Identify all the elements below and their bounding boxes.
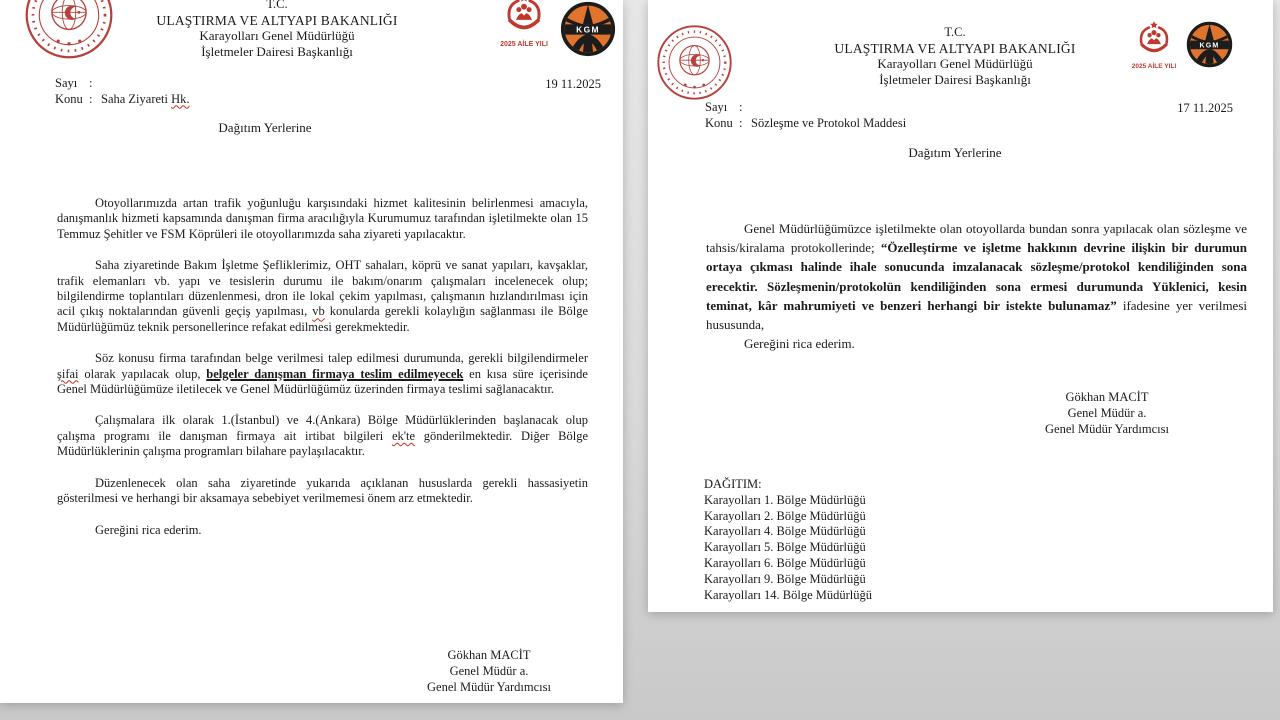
letter-body	[706, 219, 1247, 350]
recipient-line: Dağıtım Yerlerine	[218, 120, 312, 135]
header-department: İşletmeler Dairesi Başkanlığı	[201, 43, 353, 59]
recipient-line: Dağıtım Yerlerine	[908, 145, 1002, 160]
header-tc: T.C.	[944, 25, 966, 39]
konu-colon: :	[739, 115, 743, 130]
paragraph: Saha ziyaretinde Bakım İşletme Şefliklerimiz, OHT sahaları, köprü ve sanat yapıları, kavşaklar, trafik elemanları vb. yapı ve tesislerin durumu ile bakım/onarım çalışmaları incelenecek olup; bilgilendirme toplantıları düzenlenmesi, dron ile lokal çekim yapılması, çalışmanın hızlandırılması için acil çıkış noktalarından güvenli geçiş yapılması, vb konularda gerekli kolaylığın sağlanması ile Bölge Müdürlüğümüz teknik personellerince refakat edilmesi gerekmektedir.	[57, 258, 588, 334]
letter-meta	[705, 100, 906, 131]
header-general-directorate: Karayolları Genel Müdürlüğü	[877, 56, 1033, 71]
sayi-label: Sayı	[705, 100, 728, 114]
closing-line: Gereğini rica ederim.	[95, 522, 202, 537]
closing-line: Gereğini rica ederim.	[744, 336, 855, 351]
sayi-colon: :	[739, 100, 743, 114]
kgm-logo-icon	[560, 1, 616, 57]
distribution-label: DAĞITIM:	[704, 477, 762, 491]
kgm-logo-text: KGM	[1199, 42, 1220, 50]
letter-page-right	[648, 0, 1273, 612]
signature-title: Genel Müdür a.	[1067, 405, 1147, 420]
signature-title: Genel Müdür Yardımcısı	[1045, 421, 1169, 436]
aile-yili-logo-text: 2025 AİLE YILI	[500, 41, 548, 48]
meta-sayi-row	[705, 100, 906, 116]
header-general-directorate: Karayolları Genel Müdürlüğü	[199, 28, 355, 43]
signature-block	[1026, 390, 1188, 437]
letter-header	[796, 25, 1114, 87]
letter-date: 17 11.2025	[1177, 101, 1233, 115]
distribution-item: Karayolları 1. Bölge Müdürlüğü	[704, 492, 866, 507]
paragraph: Düzenlenecek olan saha ziyaretinde yukarıda açıklanan hususlarda gerekli hassasiyetin gösterilmesi ve herhangi bir aksamaya sebebiyet verilmemesi önem arz etmektedir.	[57, 475, 588, 506]
konu-colon: :	[89, 91, 93, 106]
aile-yili-2025-logo	[492, 0, 556, 48]
distribution-item: Karayolları 6. Bölge Müdürlüğü	[704, 555, 866, 570]
paragraph: Çalışmalara ilk olarak 1.(İstanbul) ve 4.(Ankara) Bölge Müdürlüklerinden başlanacak olup çalışma programı ile danışman firmaya ait irtibat bilgileri ek'te gönderilmektedir. Diğer Bölge Müdürlüklerinin çalışma programları bilahare paylaşılacaktır.	[57, 413, 589, 459]
kgm-logo-text: KGM	[576, 24, 600, 35]
distribution-item: Karayolları 9. Bölge Müdürlüğü	[704, 571, 866, 586]
aile-yili-logo-icon	[1134, 20, 1174, 58]
distribution-item: Karayolları 14. Bölge Müdürlüğü	[704, 587, 873, 602]
signature-name: Gökhan MACİT	[1065, 390, 1149, 404]
konu-value: Saha Ziyareti Hk.	[101, 91, 190, 106]
distribution-item: Karayolları 4. Bölge Müdürlüğü	[704, 524, 866, 539]
meta-sayi-row	[55, 76, 190, 92]
aile-yili-logo-text: 2025 AİLE YILI	[1131, 63, 1177, 70]
header-ministry: ULAŞTIRMA VE ALTYAPI BAKANLIĞI	[834, 40, 1076, 56]
signature-block	[408, 648, 570, 695]
konu-value: Sözleşme ve Protokol Maddesi	[751, 115, 907, 130]
letter-page-left	[0, 0, 623, 703]
header-tc: T.C.	[266, 0, 288, 11]
header-department: İşletmeler Dairesi Başkanlığı	[879, 71, 1031, 87]
paragraph: Genel Müdürlüğümüzce işletilmekte olan otoyollarda bundan sonra yapılacak olan sözleşme ve tahsis/kiralama protokollerinde; “Özelleştirme ve işletme hakkının devrine ilişkin bir durumun ortaya çıkması halinde ihale sonucunda imzalanacak sözleşme/protokol kendiliğinden sona erecektir. Sözleşmenin/protokolün kendiliğinden sona ermesi durumunda Yüklenici, kesin teminat, kâr mahrumiyeti ve benzeri herhangi bir istekte bulunamaz” ifadesine yer verilmesi hususunda,	[706, 221, 1247, 333]
aile-yili-2025-logo	[1126, 20, 1182, 70]
signature-title: Genel Müdür a.	[449, 663, 529, 678]
meta-konu-row	[705, 116, 906, 132]
paragraph: Otoyollarımızda artan trafik yoğunluğu karşısındaki hizmet kalitesinin belirlenmesi amacıyla, danışmanlık hizmeti kapsamında danışman firma aracılığıyla Kurumumuz tarafından işletilmekte olan 15 Temmuz Şehitler ve FSM Köprüleri ile otoyollarımızda saha ziyareti yapılacaktır.	[57, 196, 588, 241]
ministry-emblem-icon	[24, 0, 114, 60]
signature-title: Genel Müdür Yardımcısı	[427, 679, 551, 694]
header-ministry: ULAŞTIRMA VE ALTYAPI BAKANLIĞI	[156, 12, 398, 28]
ministry-emblem-icon	[656, 24, 733, 101]
distribution-item: Karayolları 5. Bölge Müdürlüğü	[704, 540, 866, 555]
distribution-list	[704, 477, 872, 603]
distribution-item: Karayolları 2. Bölge Müdürlüğü	[704, 508, 866, 523]
paragraph: Söz konusu firma tarafından belge verilmesi talep edilmesi durumunda, gerekli bilgilendirmeler şifai olarak yapılacak olup, belgeler danışman firmaya teslim edilmeyecek en kısa süre içerisinde Genel Müdürlüğümüze iletilecek ve Genel Müdürlüğümüz üzerinden firmaya teslimi sağlanacaktır.	[57, 351, 588, 397]
aile-yili-logo-icon	[501, 0, 547, 36]
letter-body	[57, 196, 588, 554]
sayi-label: Sayı	[55, 76, 78, 90]
signature-name: Gökhan MACİT	[447, 648, 531, 662]
letter-header	[118, 0, 436, 59]
sayi-colon: :	[89, 76, 93, 90]
konu-label: Konu	[705, 115, 733, 130]
meta-konu-row	[55, 92, 190, 108]
letter-meta	[55, 76, 190, 107]
letter-date: 19 11.2025	[545, 77, 601, 91]
kgm-logo-icon	[1186, 21, 1233, 68]
konu-label: Konu	[55, 91, 83, 106]
